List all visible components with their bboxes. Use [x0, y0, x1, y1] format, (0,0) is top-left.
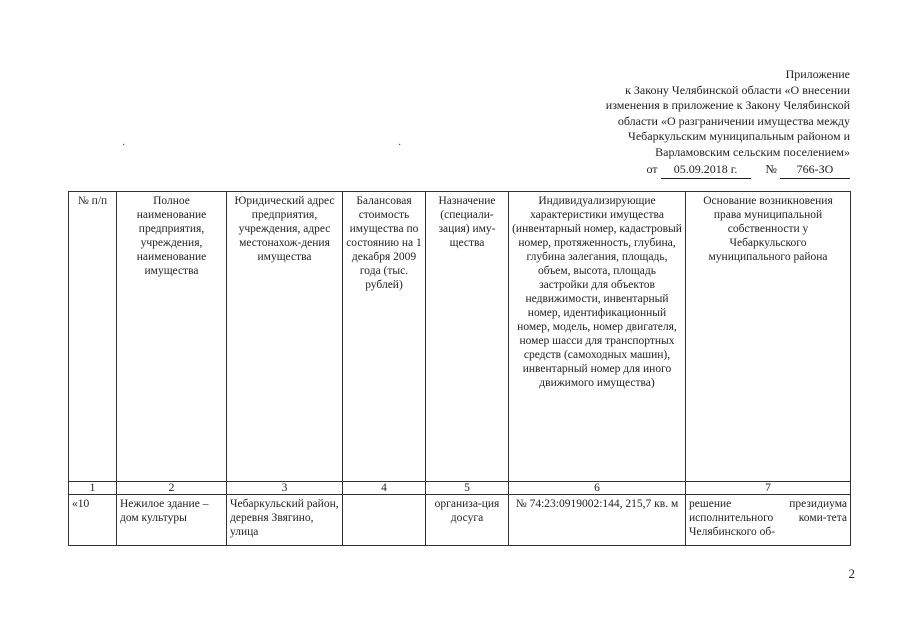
property-table: [68, 191, 851, 546]
cell-balance: [343, 495, 426, 546]
header-line: Чебаркульским муниципальным районом и: [628, 129, 850, 143]
law-date-number-line: [550, 162, 850, 179]
header-cell-basis: Основание возникновения права муниципальной собственности у Чебаркульского муниципального района: [686, 192, 851, 482]
header-line: области «О разграничении имущества между: [617, 113, 850, 128]
header-line: к Закону Челябинской области «О внесении: [625, 82, 850, 97]
header-cell-purpose: Назначение (специали-зация) иму-щества: [426, 192, 509, 482]
scan-speck: ·: [398, 140, 402, 151]
column-number: 7: [686, 482, 851, 495]
document-header: [550, 67, 850, 179]
header-cell-name: Полное наименование предприятия, учреждения, наименование имущества: [117, 192, 227, 482]
column-number: 2: [117, 482, 227, 495]
scan-speck: ·: [122, 140, 126, 151]
table-row: [69, 495, 851, 546]
number-label: №: [765, 162, 777, 176]
law-number: 766-ЗО: [780, 162, 850, 179]
ot-label: от: [646, 162, 658, 176]
cell-characteristics: № 74:23:0919002:144, 215,7 кв. м: [509, 495, 686, 546]
cell-purpose: организа-ция досуга: [426, 495, 509, 546]
cell-number: «10: [69, 495, 117, 546]
header-cell-characteristics: Индивидуализирующие характеристики имущества (инвентарный номер, кадастровый номер, протяженность, глубина, глубина залегания, площадь, объем, высота, площадь застройки для объектов недвижимости, инвентарный номер, идентификационный номер, модель, номер двигателя, номер шасси для транспортных средств (самоходных машин), инвентарный номер для иного движимого имущества): [509, 192, 686, 482]
page-number: 2: [848, 566, 855, 581]
header-cell-address: Юридический адрес предприятия, учреждения, адрес местонахож-дения имущества: [227, 192, 343, 482]
column-number-row: [69, 482, 851, 495]
header-cell-number: № п/п: [69, 192, 117, 482]
column-number: 4: [343, 482, 426, 495]
column-number: 6: [509, 482, 686, 495]
column-number: 5: [426, 482, 509, 495]
header-line: Варламовским сельским поселением»: [655, 144, 850, 159]
header-line: изменения в приложение к Закону Челябинской: [605, 98, 850, 112]
cell-basis: решение президиума исполнительного коми-тета Челябинского об-: [686, 495, 851, 546]
header-line: Приложение: [785, 67, 850, 81]
column-number: 1: [69, 482, 117, 495]
cell-name: Нежилое здание – дом культуры: [117, 495, 227, 546]
law-date: 05.09.2018 г.: [661, 162, 751, 179]
column-number: 3: [227, 482, 343, 495]
table-header-row: [69, 192, 851, 482]
header-cell-balance: Балансовая стоимость имущества по состоянию на 1 декабря 2009 года (тыс. рублей): [343, 192, 426, 482]
cell-address: Чебаркульский район, деревня Звягино, улица: [227, 495, 343, 546]
